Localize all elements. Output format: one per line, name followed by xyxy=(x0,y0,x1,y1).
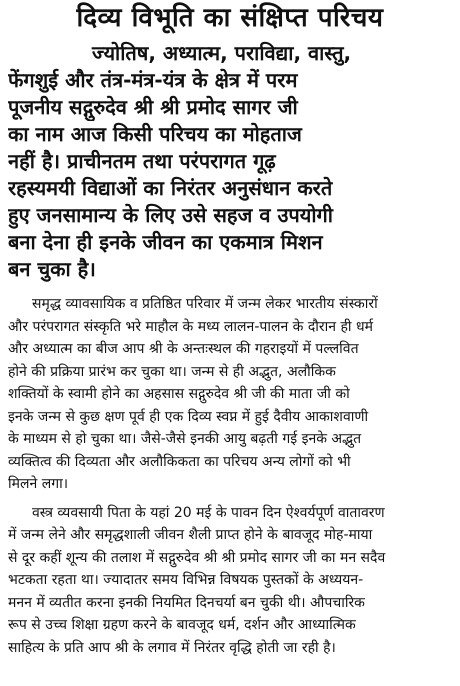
lead-line: नहीं है। प्राचीनतम तथा परंपरागत गूढ़ xyxy=(8,149,276,173)
lead-line: रहस्यमयी विद्याओं का निरंतर अनुसंधान करते xyxy=(8,176,333,200)
body-line: मनन में व्यतीत करना इनकी नियमित दिनचर्या बन चुकी थी। औपचारिक xyxy=(8,594,365,611)
body-line: रूप से उच्च शिक्षा ग्रहण करने के बावजूद धर्म, दर्शन और आध्यात्मिक xyxy=(8,617,356,633)
lead-line: बन चुका है। xyxy=(8,257,96,281)
lead-line: पूजनीय सद्गुरुदेव श्री श्री प्रमोद सागर जी xyxy=(8,95,298,119)
body-line: भटकता रहता था। ज्यादातर समय विभिन्न विषयक पुस्तकों के अध्ययन- xyxy=(8,572,364,588)
body-line: समृद्ध व्यावसायिक व प्रतिष्ठित परिवार में जन्म लेकर भारतीय संस्कारों xyxy=(32,296,378,312)
lead-line: हुए जनसामान्य के लिए उसे सहज व उपयोगी xyxy=(8,203,333,227)
lead-line: बना देना ही इनके जीवन का एकमात्र मिशन xyxy=(8,230,323,254)
lead-line: का नाम आज किसी परिचय का मोहताज xyxy=(8,122,302,146)
body-line: साहित्य के प्रति आप श्री के लगाव में निरंतर वृद्धि होती जा रही है। xyxy=(8,639,336,656)
body-line: व्यक्तित्व की दिव्यता और अलौकिकता का परिचय अन्य लोगों को भी xyxy=(8,453,351,470)
body-line: और अध्यात्म का बीज आप श्री के अन्तःस्थल की गहराइयों में पल्लवित xyxy=(8,341,359,357)
body-line: वस्त्र व्यवसायी पिता के यहां 20 मई के पावन दिन ऐश्वर्यपूर्ण वातावरण xyxy=(32,504,385,521)
lead-paragraph xyxy=(8,40,452,283)
body-line: मिलने लगा। xyxy=(8,476,69,492)
body-paragraph-family xyxy=(8,293,452,496)
page-title: दिव्य विभूति का संक्षिप्त परिचय xyxy=(76,3,384,33)
body-line: के माध्यम से हो चुका था। जैसे-जैसे इनकी आयु बढ़ती गई इनके अद्भुत xyxy=(8,431,362,447)
body-line: से दूर कहीं शून्य की तलाश में सद्गुरुदेव श्री श्री प्रमोद सागर जी का मन सदैव xyxy=(8,549,386,566)
body-line: इनके जन्म से कुछ क्षण पूर्व ही एक दिव्य स्वप्न में हुई दैवीय आकाशवाणी xyxy=(8,408,369,425)
lead-line: ज्योतिष, अध्यात्म, पराविद्या, वास्तु, xyxy=(92,41,352,65)
body-line: में जन्म लेने और समृद्धशाली जीवन शैली प्राप्त होने के बावजूद मोह-माया xyxy=(8,527,373,543)
body-line: शक्तियों के स्वामी होने का अहसास सद्गुरुदेव श्री जी की माता जी को xyxy=(8,386,350,402)
lead-line: फेंगशुई और तंत्र-मंत्र-यंत्र के क्षेत्र में परम xyxy=(8,68,298,92)
body-line: और परंपरागत संस्कृति भरे माहौल के मध्य लालन-पालन के दौरान ही धर्म xyxy=(8,318,373,335)
body-line: होने की प्रक्रिया प्रारंभ कर चुका था। जन्म से ही अद्भुत, अलौकिक xyxy=(8,363,336,380)
body-paragraph-childhood xyxy=(8,502,452,660)
